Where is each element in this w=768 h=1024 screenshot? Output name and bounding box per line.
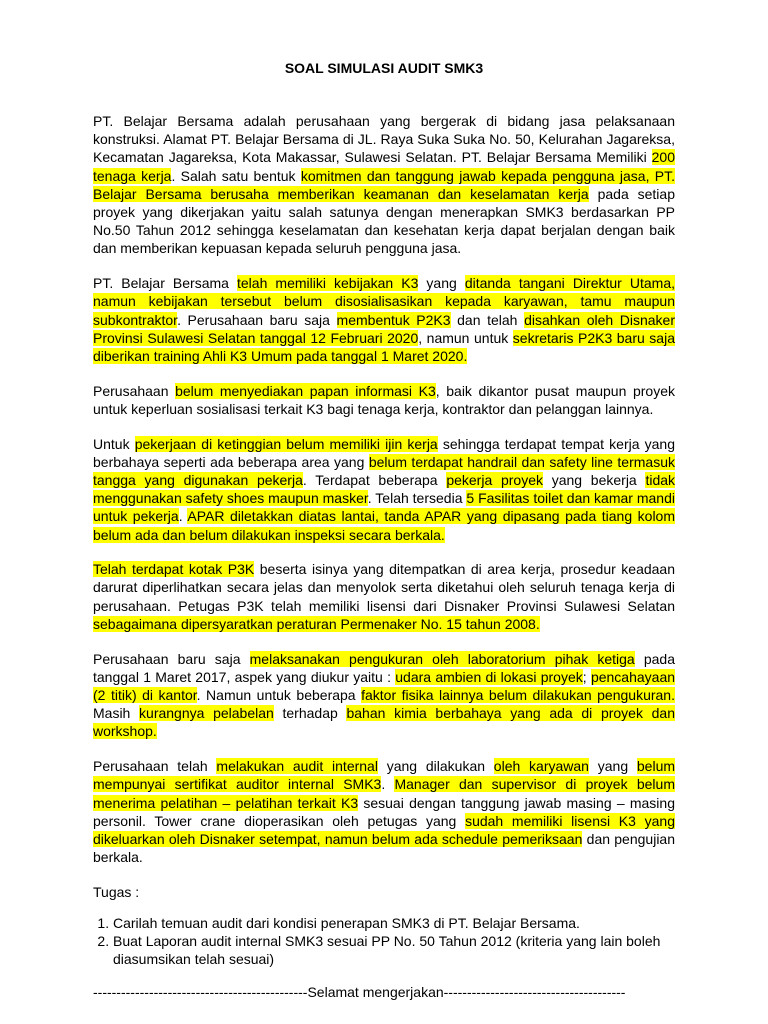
paragraph-text: Masih	[93, 705, 140, 722]
highlighted-text: pekerja proyek	[446, 471, 543, 488]
body-paragraph	[93, 757, 675, 866]
highlighted-text: sebagaimana dipersyaratkan peraturan Permenaker No. 15 tahun 2008.	[93, 615, 540, 632]
document-page	[93, 58, 675, 1001]
paragraph-text: .	[178, 508, 188, 525]
paragraph-text: , namun untuk	[418, 329, 513, 346]
paragraph-text: yang dilakukan	[377, 758, 494, 775]
paragraph-text: yang	[588, 758, 637, 775]
highlighted-text: pencahayaan (2 titik) di kantor	[93, 668, 676, 703]
paragraph-text: Perusahaan telah	[93, 758, 217, 775]
document-body	[93, 112, 675, 866]
highlighted-text: Telah terdapat kotak P3K	[93, 561, 255, 578]
paragraph-text: yang	[418, 275, 465, 292]
highlighted-text: sekretaris P2K3 baru saja diberikan training Ahli K3 Umum pada tanggal 1 Maret 2020.	[93, 329, 675, 364]
document-title: SOAL SIMULASI AUDIT SMK3	[284, 60, 484, 76]
paragraph-text: . Terdapat beberapa	[302, 471, 447, 488]
paragraph-text: Perusahaan	[93, 382, 176, 399]
tasks-heading: Tugas :	[93, 883, 140, 900]
paragraph-text: . Telah tersedia	[367, 490, 467, 507]
paragraph-text: beserta isinya yang ditempatkan di area kerja, prosedur keadaan darurat diperlihatkan secara jelas dan menyolok serta diketahui oleh seluruh tenaga kerja di perusahaan. Petugas P3K telah memiliki lisensi dari Disnaker Provinsi Sulawesi Selatan	[93, 561, 675, 614]
paragraph-text: pada setiap proyek yang dikerjakan yaitu salah satunya dengan menerapkan SMK3 berdasarkan PP No.50 Tahun 2012 sehingga keselamatan dan kesehatan kerja dapat berjalan dengan baik dan memberikan kepuasan kepada seluruh pengguna jasa.	[93, 185, 675, 257]
highlighted-text: bahan kimia berbahaya yang ada di proyek dan workshop.	[93, 705, 676, 740]
paragraph-text: . Perusahaan baru saja	[177, 311, 337, 328]
highlighted-text: tidak menggunakan safety shoes maupun masker	[93, 471, 676, 507]
highlighted-text: Manager dan supervisor di proyek belum menerima pelatihan – pelatihan terkait K3	[93, 776, 675, 811]
task-item: 1. Carilah temuan audit dari kondisi penerapan SMK3 di PT. Belajar Bersama.	[113, 914, 675, 932]
body-paragraph	[93, 560, 675, 633]
paragraph-text: PT. Belajar Bersama adalah perusahaan yang bergerak di bidang jasa pelaksanaan konstruksi. Alamat PT. Belajar Bersama di JL. Raya Suka Suka No. 50, Kelurahan Jagareksa, Kecamatan Jagareksa, Kota Makassar, Sulawesi Selatan. PT. Belajar Bersama Memiliki	[93, 113, 675, 166]
highlighted-text: faktor fisika lainnya belum dilakukan pengukuran.	[361, 686, 675, 703]
body-paragraph	[93, 650, 675, 741]
highlighted-text: disahkan oleh Disnaker Provinsi Sulawesi Selatan tanggal 12 Februari 2020	[93, 311, 676, 346]
body-paragraph	[93, 112, 675, 258]
paragraph-text: sehingga terdapat tempat kerja yang berbahaya seperti ada beberapa area yang	[93, 435, 675, 470]
highlighted-text: melakukan audit internal	[216, 758, 378, 775]
highlighted-text: sudah memiliki lisensi K3 yang dikeluarkan oleh Disnaker setempat, namun belum ada schedule pemeriksaan	[93, 812, 675, 847]
body-paragraph	[93, 274, 675, 365]
body-paragraph	[93, 435, 675, 544]
highlighted-text: 200 tenaga kerja	[93, 149, 675, 184]
paragraph-text: dan pengujian berkala.	[93, 830, 675, 866]
highlighted-text: belum mempunyai sertifikat auditor internal SMK3	[93, 758, 676, 793]
highlighted-text: APAR diletakkan diatas lantai, tanda APAR yang dipasang pada tiang kolom belum ada dan belum dilakukan inspeksi secara berkala.	[93, 508, 676, 543]
task-item: 2. Buat Laporan audit internal SMK3 sesuai PP No. 50 Tahun 2012 (kriteria yang lain boleh diasumsikan telah sesuai)	[113, 932, 675, 968]
paragraph-text: , baik dikantor pusat maupun proyek untuk keperluan sosialisasi terkait K3 bagi tenaga kerja, kontraktor dan pelanggan lainnya.	[93, 382, 675, 417]
paragraph-text: terhadap	[273, 705, 347, 722]
paragraph-text: ;	[582, 668, 591, 685]
task-list	[93, 914, 675, 969]
body-paragraph	[93, 382, 675, 418]
highlighted-text: melaksanakan pengukuran oleh laboratorium pihak ketiga	[249, 650, 635, 667]
paragraph-text: Untuk	[93, 435, 135, 452]
paragraph-text: PT. Belajar Bersama	[93, 275, 237, 292]
highlighted-text: belum terdapat handrail dan safety line termasuk tangga yang digunakan pekerja	[93, 453, 675, 488]
paragraph-text: sesuai dengan tanggung jawab masing – masing personil. Tower crane dioperasikan oleh petugas yang	[93, 794, 675, 829]
paragraph-text: .	[381, 776, 395, 793]
highlighted-text: udara ambien di lokasi proyek	[395, 668, 583, 685]
highlighted-text: belum menyediakan papan informasi K3	[175, 382, 436, 399]
highlighted-text: membentuk P2K3	[336, 311, 451, 328]
paragraph-text: . Salah satu bentuk	[171, 167, 301, 184]
highlighted-text: telah memiliki kebijakan K3	[237, 275, 419, 292]
highlighted-text: ditanda tangani Direktur Utama, namun kebijakan tersebut belum disosialisasikan kepada karyawan, tamu maupun subkontraktor	[93, 275, 676, 328]
paragraph-text: dan telah	[450, 311, 525, 328]
highlighted-text: komitmen dan tanggung jawab kepada pengguna jasa, PT. Belajar Bersama berusaha memberikan keamanan dan keselamatan kerja	[93, 167, 675, 202]
highlighted-text: pekerjaan di ketinggian belum memiliki ijin kerja	[134, 435, 438, 452]
paragraph-text: pada tanggal 1 Maret 2017, aspek yang diukur yaitu :	[93, 650, 675, 685]
paragraph-text: Perusahaan baru saja	[93, 650, 250, 667]
paragraph-text: . Namun untuk beberapa	[196, 686, 362, 703]
highlighted-text: oleh karyawan	[493, 758, 589, 775]
highlighted-text: 5 Fasilitas toilet dan kamar mandi untuk pekerja	[93, 490, 675, 525]
closing-line: ----------------------------------------------Selamat mengerjakan---------------------------------------	[93, 983, 626, 1000]
paragraph-text: yang bekerja	[543, 471, 646, 488]
highlighted-text: kurangnya pelabelan	[139, 705, 274, 722]
